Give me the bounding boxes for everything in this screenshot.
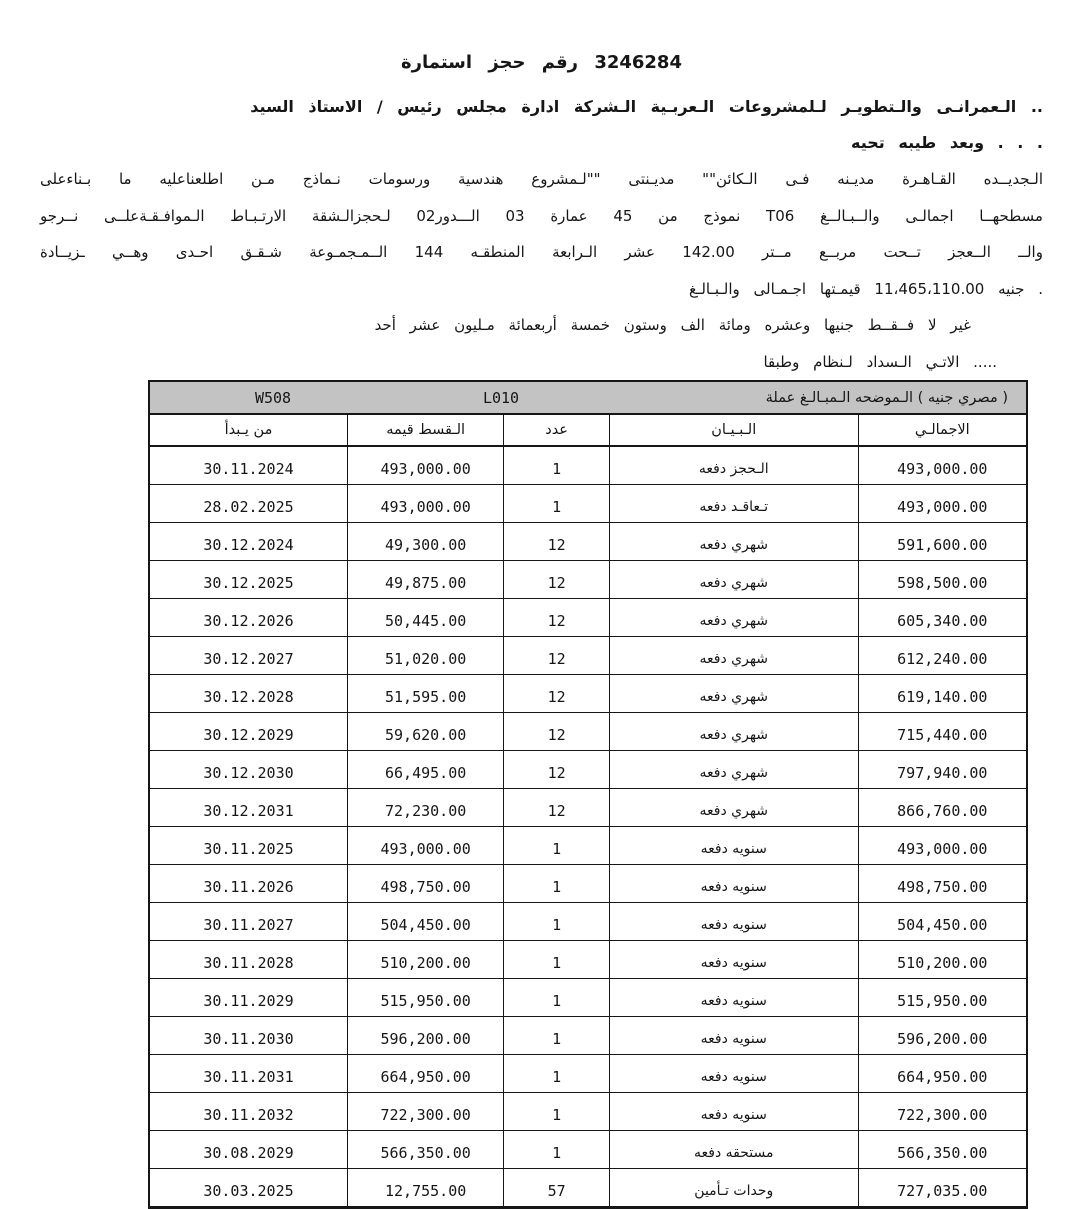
table-row <box>150 1055 1026 1093</box>
cell-installment: 49,875.00 <box>348 561 504 598</box>
cell-count: 12 <box>504 789 610 826</box>
cell-start-date: 30.12.2027 <box>150 637 348 674</box>
cell-description: دفعه ‎سنويه <box>610 827 859 864</box>
cell-count: 12 <box>504 523 610 560</box>
cell-total: 515,950.00 <box>897 992 988 1010</box>
cell-count: 1 <box>504 941 610 978</box>
payment-schedule-table <box>148 380 1028 1209</box>
cell-count: 12 <box>504 713 610 750</box>
cell-installment: 50,445.00 <box>348 599 504 636</box>
table-row <box>150 713 1026 751</box>
cell-description: دفعه ‎سنويه <box>610 903 859 940</box>
cell-start-date: 30.03.2025 <box>150 1169 348 1206</box>
cell-start-date: 30.11.2031 <box>150 1055 348 1092</box>
cell-description: دفعه ‎سنويه <box>610 1055 859 1092</box>
cell-total: 664,950.00 <box>897 1068 988 1086</box>
cell-total: 566,350.00 <box>897 1144 988 1162</box>
cell-total: 605,340.00 <box>897 612 988 630</box>
cell-description: دفعه ‎شهري <box>610 637 859 674</box>
cell-description: دفعه ‎مستحقه <box>610 1131 859 1168</box>
cell-installment: 493,000.00 <box>348 827 504 864</box>
cell-count: 1 <box>504 979 610 1016</box>
cell-count: 1 <box>504 865 610 902</box>
cell-count: 1 <box>504 827 610 864</box>
table-row <box>150 561 1026 599</box>
cell-total: 619,140.00 <box>897 688 988 706</box>
cell-total: 715,440.00 <box>897 726 988 744</box>
table-row <box>150 751 1026 789</box>
table-row <box>150 1017 1026 1055</box>
total-value-line: والـبـالـغ ‎اجـمـالى ‎قيمـتها ‎11،465،110.00 ‎جنيه ‎. <box>688 279 1043 298</box>
table-row <box>150 485 1026 523</box>
table-row <box>150 903 1026 941</box>
body-line-3: ـزيــادة ‎وهــي ‎احـدى ‎شـقـق ‎الــمـجمـوعة ‎144 ‎المنطقـه ‎الـرابعة ‎عشر ‎142.00 ‎مــتر ‎مربــع ‎تــحت ‎الــعجز ‎والــ <box>40 243 1043 261</box>
cell-count: 1 <box>504 485 610 522</box>
cell-description: دفعه ‎شهري <box>610 789 859 826</box>
cell-installment: 510,200.00 <box>348 941 504 978</box>
table-row <box>150 637 1026 675</box>
cell-description: دفعه ‎سنويه <box>610 1093 859 1130</box>
table-row <box>150 1093 1026 1131</box>
cell-count: 1 <box>504 903 610 940</box>
cell-installment: 51,595.00 <box>348 675 504 712</box>
cell-total: 493,000.00 <box>897 840 988 858</box>
cell-start-date: 30.11.2032 <box>150 1093 348 1130</box>
cell-count: 1 <box>504 1055 610 1092</box>
cell-start-date: 30.11.2027 <box>150 903 348 940</box>
currency-note: عملة ‎الـمبـالـغ ‎الـموضحه ‎( ‎جنيه ‎مصري ‎) <box>765 389 1008 406</box>
cell-description: دفعه ‎الـحجز <box>610 447 859 484</box>
amount-in-words-line: أحد ‎عشر ‎مـليون ‎أربعمائة ‎خمسة ‎وستون ‎الف ‎ومائة ‎وعشره ‎جنيها ‎فــقــط ‎لا ‎غير <box>374 316 971 334</box>
cell-start-date: 30.11.2024 <box>150 447 348 484</box>
cell-description: دفعه ‎شهري <box>610 713 859 750</box>
cell-installment: 596,200.00 <box>348 1017 504 1054</box>
cell-installment: 59,620.00 <box>348 713 504 750</box>
cell-count: 1 <box>504 1017 610 1054</box>
cell-total: 493,000.00 <box>897 460 988 478</box>
form-code-l: L010 <box>482 388 520 407</box>
table-row <box>150 827 1026 865</box>
cell-description: دفعه ‎شهري <box>610 523 859 560</box>
cell-start-date: 30.08.2029 <box>150 1131 348 1168</box>
cell-start-date: 30.11.2028 <box>150 941 348 978</box>
body-line-1: بـناءعلى ‎ما ‎اطلعناعليه ‎مـن ‎نـماذج ‎ورسومات ‎هندسية ‎لـمشروع"" ‎مديـنتى ‎""الـكائن ‎فـى ‎مديـنه ‎القـاهـرة ‎الـجديــده <box>40 170 1044 188</box>
cell-start-date: 30.12.2029 <box>150 713 348 750</box>
document-title: استمارة ‎حجز ‎رقم ‎3246284 <box>401 52 682 73</box>
cell-start-date: 30.12.2028 <box>150 675 348 712</box>
cell-start-date: 30.12.2024 <box>150 523 348 560</box>
table-row <box>150 1131 1026 1169</box>
cell-count: 1 <box>504 447 610 484</box>
cell-count: 12 <box>504 561 610 598</box>
col-header-description: الـبـيـان <box>610 415 859 445</box>
cell-installment: 12,755.00 <box>348 1169 504 1206</box>
col-header-installment: قيمه ‎الـقسط <box>348 415 504 445</box>
cell-count: 57 <box>504 1169 610 1206</box>
cell-count: 12 <box>504 675 610 712</box>
cell-start-date: 30.11.2029 <box>150 979 348 1016</box>
cell-description: تـأمين ‎وحدات <box>610 1169 859 1206</box>
form-code-w: W508 <box>254 388 292 407</box>
cell-installment: 504,450.00 <box>348 903 504 940</box>
table-row <box>150 447 1026 485</box>
cell-description: دفعه ‎شهري <box>610 751 859 788</box>
cell-installment: 498,750.00 <box>348 865 504 902</box>
cell-installment: 51,020.00 <box>348 637 504 674</box>
table-row <box>150 675 1026 713</box>
cell-total: 797,940.00 <box>897 764 988 782</box>
table-row <box>150 789 1026 827</box>
greeting-line: تحيه ‎طيبه ‎وبعد ‎. ‎. ‎. <box>851 133 1043 152</box>
cell-total: 727,035.00 <box>897 1182 988 1200</box>
table-row <box>150 941 1026 979</box>
cell-description: دفعه ‎سنويه <box>610 941 859 978</box>
table-row <box>150 865 1026 903</box>
cell-total: 591,600.00 <box>897 536 988 554</box>
cell-installment: 664,950.00 <box>348 1055 504 1092</box>
cell-start-date: 30.12.2025 <box>150 561 348 598</box>
cell-description: دفعه ‎شهري <box>610 675 859 712</box>
cell-start-date: 30.12.2026 <box>150 599 348 636</box>
cell-start-date: 30.11.2025 <box>150 827 348 864</box>
cell-start-date: 30.11.2030 <box>150 1017 348 1054</box>
cell-description: دفعه ‎شهري <box>610 599 859 636</box>
cell-total: 493,000.00 <box>897 498 988 516</box>
cell-count: 1 <box>504 1131 610 1168</box>
cell-start-date: 30.12.2030 <box>150 751 348 788</box>
cell-installment: 72,230.00 <box>348 789 504 826</box>
cell-description: دفعه ‎شهري <box>610 561 859 598</box>
cell-installment: 515,950.00 <box>348 979 504 1016</box>
addressee-line: السيد ‎الاستاذ ‎/ ‎رئيس ‎مجلس ‎ادارة ‎الـشركة ‎الـعربـية ‎لـلمشروعات ‎والـتطويـر ‎الـعمرانـى ‎.. <box>250 97 1043 116</box>
cell-total: 498,750.00 <box>897 878 988 896</box>
cell-start-date: 28.02.2025 <box>150 485 348 522</box>
cell-count: 12 <box>504 751 610 788</box>
payment-terms-line: وطبقا ‎لـنظام ‎الـسداد ‎الاتـي ‎..... <box>763 352 997 371</box>
cell-description: دفعه ‎سنويه <box>610 865 859 902</box>
table-row <box>150 523 1026 561</box>
cell-description: دفعه ‎سنويه <box>610 979 859 1016</box>
cell-count: 12 <box>504 599 610 636</box>
cell-installment: 722,300.00 <box>348 1093 504 1130</box>
cell-installment: 493,000.00 <box>348 447 504 484</box>
cell-start-date: 30.11.2026 <box>150 865 348 902</box>
col-header-total: الاجمالـي <box>914 422 970 438</box>
cell-total: 598,500.00 <box>897 574 988 592</box>
cell-installment: 66,495.00 <box>348 751 504 788</box>
body-line-2: نــرجو ‎الـموافـقـةعلــى ‎الارتـبـاط ‎لـحجزالـشقة ‎02الـــدور ‎03 ‎عمارة ‎45 ‎من ‎نموذج ‎T06 ‎والــبـالــغ ‎اجمالـى ‎مسطحهــا <box>40 206 1043 225</box>
table-body <box>150 447 1026 1207</box>
table-header-row <box>150 415 1026 447</box>
cell-description: دفعه ‎تـعاقـد <box>610 485 859 522</box>
cell-total: 866,760.00 <box>897 802 988 820</box>
cell-count: 12 <box>504 637 610 674</box>
cell-start-date: 30.12.2031 <box>150 789 348 826</box>
table-row <box>150 599 1026 637</box>
col-header-start-date: يـبدأ ‎من <box>150 415 348 445</box>
cell-total: 612,240.00 <box>897 650 988 668</box>
table-row <box>150 979 1026 1017</box>
cell-installment: 493,000.00 <box>348 485 504 522</box>
cell-installment: 566,350.00 <box>348 1131 504 1168</box>
cell-description: دفعه ‎سنويه <box>610 1017 859 1054</box>
cell-total: 510,200.00 <box>897 954 988 972</box>
cell-total: 596,200.00 <box>897 1030 988 1048</box>
cell-count: 1 <box>504 1093 610 1130</box>
cell-total: 504,450.00 <box>897 916 988 934</box>
col-header-count: عدد <box>504 415 610 445</box>
table-row <box>150 1169 1026 1207</box>
table-meta-row <box>150 382 1026 415</box>
cell-total: 722,300.00 <box>897 1106 988 1124</box>
cell-installment: 49,300.00 <box>348 523 504 560</box>
